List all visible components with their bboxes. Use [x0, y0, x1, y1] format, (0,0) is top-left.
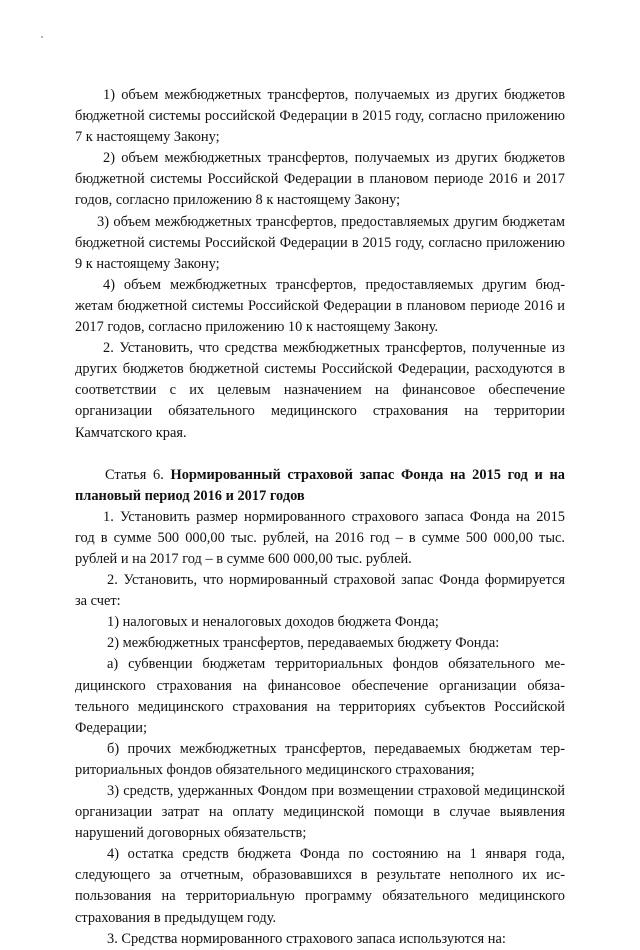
list-item-2: 2) объем межбюджетных трансфертов, получаемых из других бюджетов бюджетной системы Российской Федерации в плановом периоде 2016 и 2017 годов, согласно приложению 8 к настоящему Закону; — [75, 150, 565, 209]
article-heading — [75, 465, 565, 507]
list-item-4: 4) объем межбюджетных трансфертов, предоставляемых другим бюджетам бюджетной системы Российской Федерации в плановом периоде 2016 и 2017 годов, согласно приложению 10 к настоящему Закону. — [75, 276, 565, 336]
article-list-item-3: 3) средств, удержанных Фондом при возмещении страховой медицинской организации затрат на оплату медицинской помощи в случае выявления нарушений договорных обязательств; — [75, 783, 565, 842]
article-subitem-a: а) субвенции бюджетам территориальных фондов обязательного медицинского страхования на финансовое обеспечение организации обязательного медицинского страхования на территориях субъектов Российской Федерации; — [75, 656, 565, 736]
article-paragraph-1: 1. Установить размер нормированного страхового запаса Фонда на 2015 год в сумме 500 000,00 тыс. рублей, на 2016 год – в сумме 500 000,00 тыс. рублей и на 2017 год – в сумме 600 000,00 тыс. рублей. — [75, 508, 565, 567]
document-body — [75, 85, 565, 950]
article-list-item-4: 4) остатка средств бюджета Фонда по состоянию на 1 января года, следующего за отчетным, образовавшихся в результате неполного их использования на территориальную программу обязательного медицинского страхования в предыдущем году. — [75, 846, 565, 926]
scan-speck — [41, 36, 43, 38]
article-list-item-1: 1) налоговых и неналоговых доходов бюджета Фонда; — [107, 614, 439, 631]
article-paragraph-2: 2. Установить, что нормированный страховой запас Фонда формируется за счет: — [75, 572, 565, 610]
list-item-3: 3) объем межбюджетных трансфертов, предоставляемых другим бюджетам бюджетной системы Российской Федерации в 2015 году, согласно приложению 9 к настоящему Закону; — [75, 213, 565, 272]
article-list-item-2: 2) межбюджетных трансфертов, передаваемых бюджету Фонда: — [107, 635, 500, 652]
list-item-1: 1) объем межбюджетных трансфертов, получаемых из других бюджетов бюджетной системы российской Федерации в 2015 году, согласно приложению 7 к настоящему Закону; — [75, 87, 565, 146]
article-subitem-b: б) прочих межбюджетных трансфертов, передаваемых бюджетам территориальных фондов обязательного медицинского страхования; — [75, 740, 565, 778]
article-title: Нормированный страховой запас Фонда на 2015 год и на плановый период 2016 и 2017 годов — [75, 466, 565, 504]
article-paragraph-3: 3. Средства нормированного страхового запаса используются на: — [107, 930, 506, 947]
article-prefix: Статья 6. — [105, 466, 171, 483]
paragraph-2: 2. Установить, что средства межбюджетных трансфертов, полученные из других бюджетов бюджетной системы Российской Федерации, расходуются в соответствии с их целевым назначением на финансовое обеспечение организации обязательного медицинского страхования на территории Камчатского края. — [75, 340, 565, 441]
